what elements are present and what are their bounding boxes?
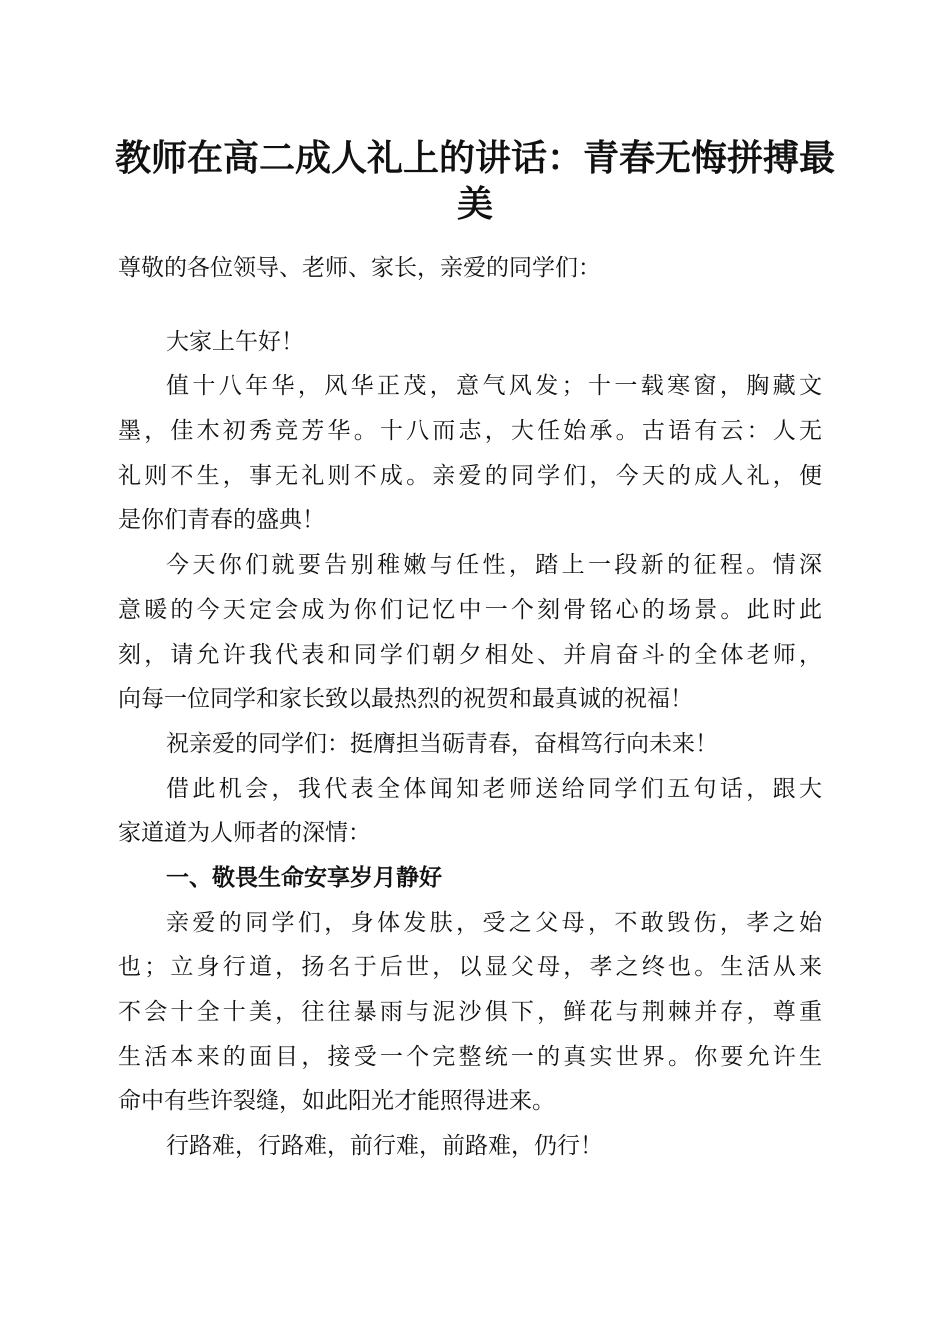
document-title: [110, 135, 840, 227]
paragraph-line: 是你们青春的盛典！: [118, 507, 325, 534]
paragraph-line: 行路难，行路难，前行难，前路难，仍行！: [166, 1133, 603, 1160]
paragraph-line: 向每一位同学和家长致以最热烈的祝贺和最真诚的祝福！: [118, 686, 693, 713]
paragraph: [118, 722, 822, 767]
paragraph-line: 借此机会，我代表全体闻知老师送给同学们五句话，跟大: [166, 775, 822, 802]
paragraph-line: 意暖的今天定会成为你们记忆中一个刻骨铭心的场景。此时此: [118, 596, 822, 623]
paragraph-line: 亲爱的同学们，身体发肤，受之父母，不敢毁伤，孝之始: [166, 909, 822, 936]
paragraph-line: 生活本来的面目，接受一个完整统一的真实世界。你要允许生: [118, 1043, 822, 1070]
paragraph-line: 家道道为人师者的深情：: [118, 820, 371, 847]
title-line: 教师在高二成人礼上的讲话：青春无悔拼搏最: [114, 137, 835, 179]
paragraph: [118, 901, 822, 1124]
paragraph: [118, 767, 822, 856]
paragraph-line: 墨，佳木初秀竞芳华。十八而志，大任始承。古语有云：人无: [118, 418, 822, 445]
paragraph-line: 命中有些许裂缝，如此阳光才能照得进来。: [118, 1088, 555, 1115]
document-body: [118, 246, 822, 1169]
paragraph: [118, 543, 822, 722]
salutation: 尊敬的各位领导、老师、家长，亲爱的同学们：: [118, 255, 601, 281]
paragraph-line: 大家上午好！: [166, 328, 304, 355]
paragraph-line: 不会十全十美，往往暴雨与泥沙俱下，鲜花与荆棘并存，尊重: [118, 999, 822, 1025]
paragraph-line: 值十八年华，风华正茂，意气风发；十一载寒窗，胸藏文: [166, 373, 822, 400]
paragraph-line: 也；立身行道，扬名于后世，以显父母，孝之终也。生活从来: [118, 954, 822, 981]
title-line: 美: [456, 183, 493, 225]
paragraph: [118, 320, 822, 365]
paragraph: [118, 1124, 822, 1169]
paragraph-line: 刻，请允许我代表和同学们朝夕相处、并肩奋斗的全体老师，: [118, 641, 822, 668]
paragraph-line: 礼则不生，事无礼则不成。亲爱的同学们，今天的成人礼，便: [118, 462, 822, 489]
section-heading: [118, 856, 822, 901]
paragraph: [118, 364, 822, 543]
paragraph-line: 一、敬畏生命安享岁月静好: [166, 864, 442, 891]
paragraph-line: 祝亲爱的同学们：挺膺担当砺青春，奋楫笃行向未来！: [166, 730, 718, 757]
paragraph-line: 今天你们就要告别稚嫩与任性，踏上一段新的征程。情深: [166, 552, 822, 579]
